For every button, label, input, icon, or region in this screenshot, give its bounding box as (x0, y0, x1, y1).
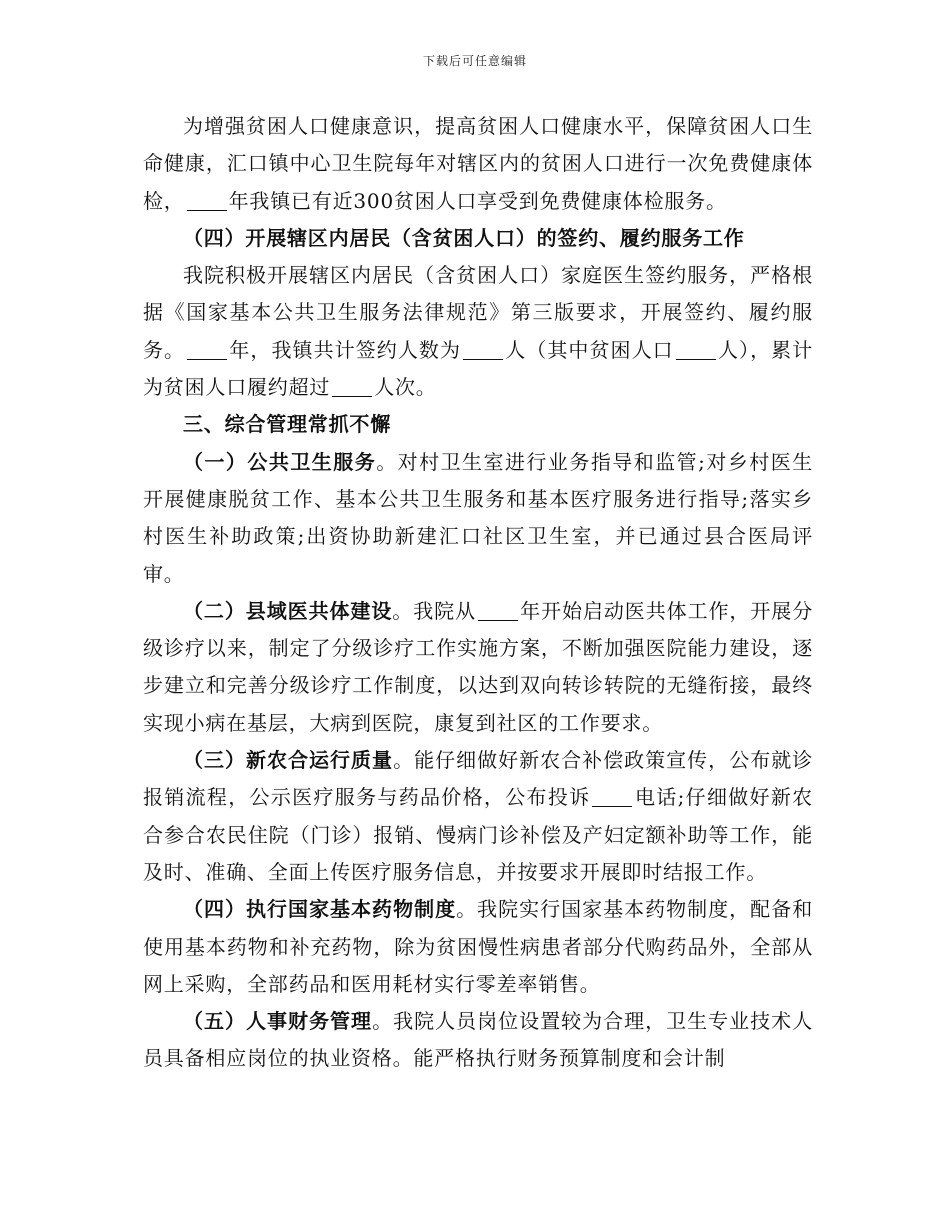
paragraph-medical-community (143, 593, 813, 742)
paragraph-text: 。能仔细做好新农合补偿政策宣传，公布就诊报销流程，公示医疗服务与药品价格，公布投诉 (143, 748, 814, 810)
paragraph-text: 人次。 (374, 375, 437, 400)
paragraph-lead: （二）县域医共体建设 (183, 598, 393, 623)
paragraph-health-checkup (143, 108, 813, 220)
paragraph-lead: （一）公共卫生服务 (183, 449, 377, 474)
paragraph-signing (143, 257, 813, 406)
document-body (143, 108, 813, 1078)
paragraph-text: 年，我镇共计签约人数为 (229, 337, 461, 362)
paragraph-text: 。对村卫生室进行业务指导和监管;对乡村医生开展健康脱贫工作、基本公共卫生服务和基本医疗服务进行指导;落实乡村医生补助政策;出资协助新建汇口社区卫生室，并已通过县合医局评审。 (143, 449, 814, 586)
paragraph-text: 人），累计为贫困人口履约超过 (143, 337, 813, 400)
paragraph-text: 我院积极开展辖区内居民（含贫困人口）家庭医生签约服务，严格根据《国家基本公共卫生服务法律规范》第三版要求，开展签约、履约服务。 (143, 263, 813, 362)
blank-year (187, 339, 227, 360)
blank-signed-count (463, 339, 503, 360)
blank-visit-count (332, 376, 372, 397)
blank-year (478, 600, 518, 621)
paragraph-rural-cooperative (143, 742, 813, 891)
heading-section-3: 三、综合管理常抓不懈 (183, 412, 391, 437)
paragraph-personnel-finance (143, 1003, 813, 1078)
heading-signing-service: （四）开展辖区内居民（含贫困人口）的签约、履约服务工作 (183, 225, 745, 250)
blank-phone (592, 786, 632, 807)
blank-poor-count (676, 339, 716, 360)
blank-year (187, 190, 227, 211)
paragraph-essential-drugs (143, 891, 813, 1003)
paragraph-text: 为增强贫困人口健康意识，提高贫困人口健康水平，保障贫困人口生命健康，汇口镇中心卫生院每年对辖区内的贫困人口进行一次免费健康体检， (143, 114, 813, 213)
page-header: 下载后可任意编辑 (422, 54, 527, 68)
paragraph-text: 电话;仔细做好新农合参合农民住院（门诊）报销、慢病门诊补偿及产妇定额补助等工作，能及时、准确、全面上传医疗服务信息，并按要求开展即时结报工作。 (143, 785, 813, 884)
paragraph-public-health (143, 444, 813, 593)
paragraph-lead: （五）人事财务管理 (183, 1009, 373, 1034)
paragraph-lead: （四）执行国家基本药物制度 (183, 897, 457, 922)
paragraph-text: 。我院实行国家基本药物制度，配备和使用基本药物和补充药物，除为贫困慢性病患者部分代购药品外，全部从网上采购，全部药品和医用耗材实行零差率销售。 (143, 897, 813, 996)
paragraph-text: 。我院人员岗位设置较为合理，卫生专业技术人员具备相应岗位的执业资格。能严格执行财务预算制度和会计制 (143, 1009, 813, 1071)
paragraph-text: 年开始启动医共体工作，开展分级诊疗以来，制定了分级诊疗工作实施方案，不断加强医院能力建设，逐步建立和完善分级诊疗工作制度，以达到双向转诊转院的无缝衔接，最终实现小病在基层，大病到医院，康复到社区的工作要求。 (143, 598, 814, 735)
paragraph-text: 。我院从 (392, 598, 477, 623)
paragraph-text: 人（其中贫困人口 (505, 337, 674, 362)
paragraph-lead: （三）新农合运行质量 (183, 748, 394, 773)
paragraph-text: 年我镇已有近300贫困人口享受到免费健康体检服务。 (228, 188, 727, 213)
